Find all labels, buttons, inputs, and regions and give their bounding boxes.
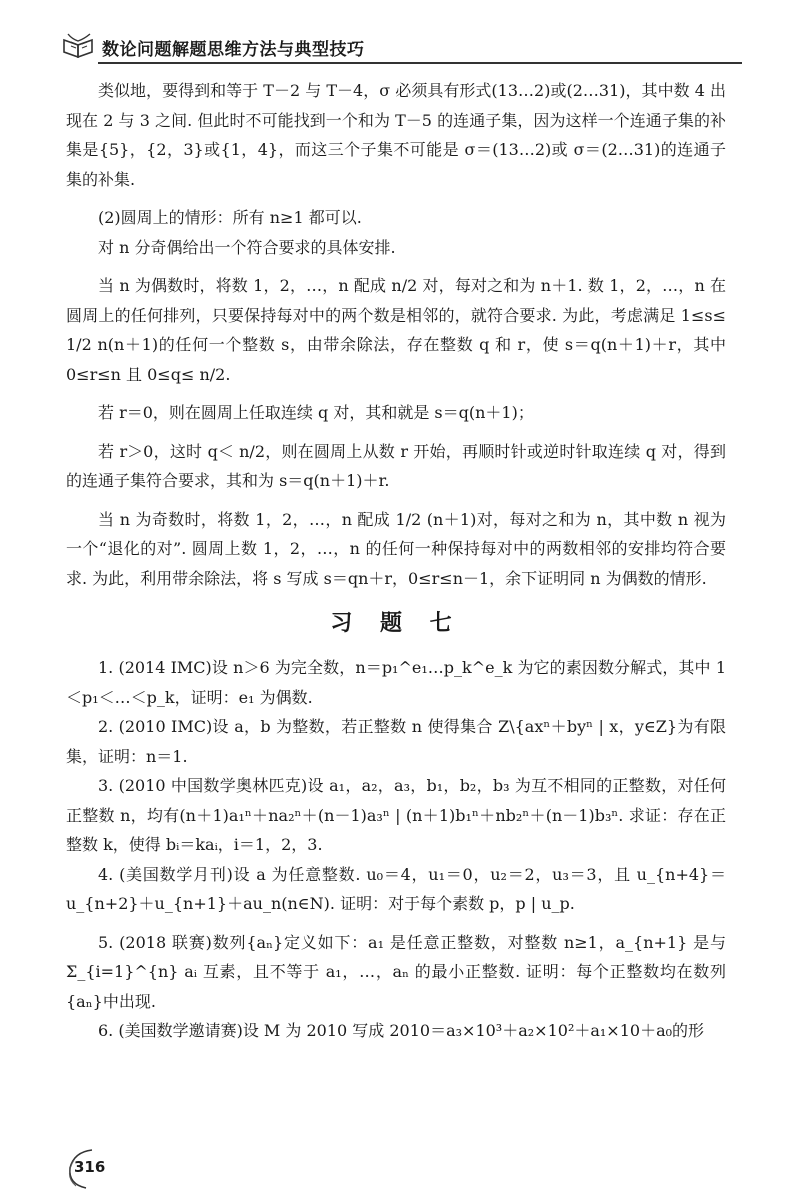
exercise-item: 2. (2010 IMC)设 a，b 为整数，若正整数 n 使得集合 Z\{axⁿ＋byⁿ | x，y∈Z}为有限集，证明：n＝1. — [66, 717, 726, 766]
exercise-item: 6. (美国数学邀请赛)设 M 为 2010 写成 2010＝a₃×10³＋a₂×10²＋a₁×10＋a₀的形 — [98, 1021, 705, 1040]
page-body — [66, 76, 726, 1046]
open-book-icon — [62, 32, 96, 58]
exercise-item: 5. (2018 联赛)数列{aₙ}定义如下：a₁ 是任意正整数，对整数 n≥1，a_{n+1} 是与 Σ_{i=1}^{n} aᵢ 互素，且不等于 a₁，…，aₙ 的最小正整数. 证明：每个正整数均在数列{aₙ}中出现. — [66, 932, 726, 1011]
paragraph: 对 n 分奇偶给出一个符合要求的具体安排. — [98, 237, 396, 257]
paragraph: 若 r＞0，这时 q＜ n/2，则在圆周上从数 r 开始，再顺时针或逆时针取连续 q 对，得到的连通子集符合要求，其和为 s＝q(n＋1)＋r. — [66, 441, 726, 490]
section-title: 习 题 七 — [330, 611, 462, 636]
paragraph: 当 n 为偶数时，将数 1，2，…，n 配成 n/2 对，每对之和为 n＋1. 数 1，2，…，n 在圆周上的任何排列，只要保持每对中的两个数是相邻的，就符合要求. 为此，考虑满足 1≤s≤ 1/2 n(n＋1)的任何一个整数 s，由带余除法，存在整数 q 和 r，使 s＝q(n＋1)＋r，其中 0≤r≤n 且 0≤q≤ n/2. — [66, 276, 726, 384]
paragraph: 当 n 为奇数时，将数 1，2，…，n 配成 1/2 (n＋1)对，每对之和为 n，其中数 n 视为一个“退化的对”. 圆周上数 1，2，…，n 的任何一种保持每对中的两数相邻的安排均符合要求. 为此，利用带余除法，将 s 写成 s＝qn＋r，0≤r≤n－1，余下证明同 n 为偶数的情形. — [66, 509, 726, 588]
page-number-badge — [66, 1142, 126, 1192]
page-number: 316 — [74, 1158, 106, 1176]
paragraph: (2)圆周上的情形：所有 n≥1 都可以. — [98, 208, 362, 227]
running-header — [62, 30, 742, 64]
header-rule — [98, 62, 742, 64]
exercise-item: 1. (2014 IMC)设 n＞6 为完全数，n＝p₁^e₁…p_k^e_k 为它的素因数分解式，其中 1＜p₁＜…＜p_k，证明：e₁ 为偶数. — [66, 658, 726, 707]
paragraph: 类似地，要得到和等于 T－2 与 T－4，σ 必须具有形式(13…2)或(2…31)，其中数 4 出现在 2 与 3 之间. 但此时不可能找到一个和为 T－5 的连通子集，因为这样一个连通子集的补集是{5}，{2，3}或{1，4}，而这三个子集不可能是 σ＝(13…2)或 σ＝(2…31)的连通子集的补集. — [66, 81, 726, 189]
exercise-item: 3. (2010 中国数学奥林匹克)设 a₁，a₂，a₃，b₁，b₂，b₃ 为互不相同的正整数，对任何正整数 n，均有(n＋1)a₁ⁿ＋na₂ⁿ＋(n－1)a₃ⁿ | (n＋1)b₁ⁿ＋nb₂ⁿ＋(n－1)b₃ⁿ. 求证：存在正整数 k，使得 bᵢ＝kaᵢ，i＝1，2，3. — [66, 776, 726, 854]
exercise-item: 4. (美国数学月刊)设 a 为任意整数. u₀＝4，u₁＝0，u₂＝2，u₃＝3，且 u_{n+4}＝u_{n+2}＋u_{n+1}＋au_n(n∈N). 证明：对于每个素数 p，p | u_p. — [66, 864, 726, 913]
header-title: 数论问题解题思维方法与典型技巧 — [102, 40, 365, 60]
paragraph: 若 r＝0，则在圆周上任取连续 q 对，其和就是 s＝q(n＋1)； — [98, 403, 534, 422]
